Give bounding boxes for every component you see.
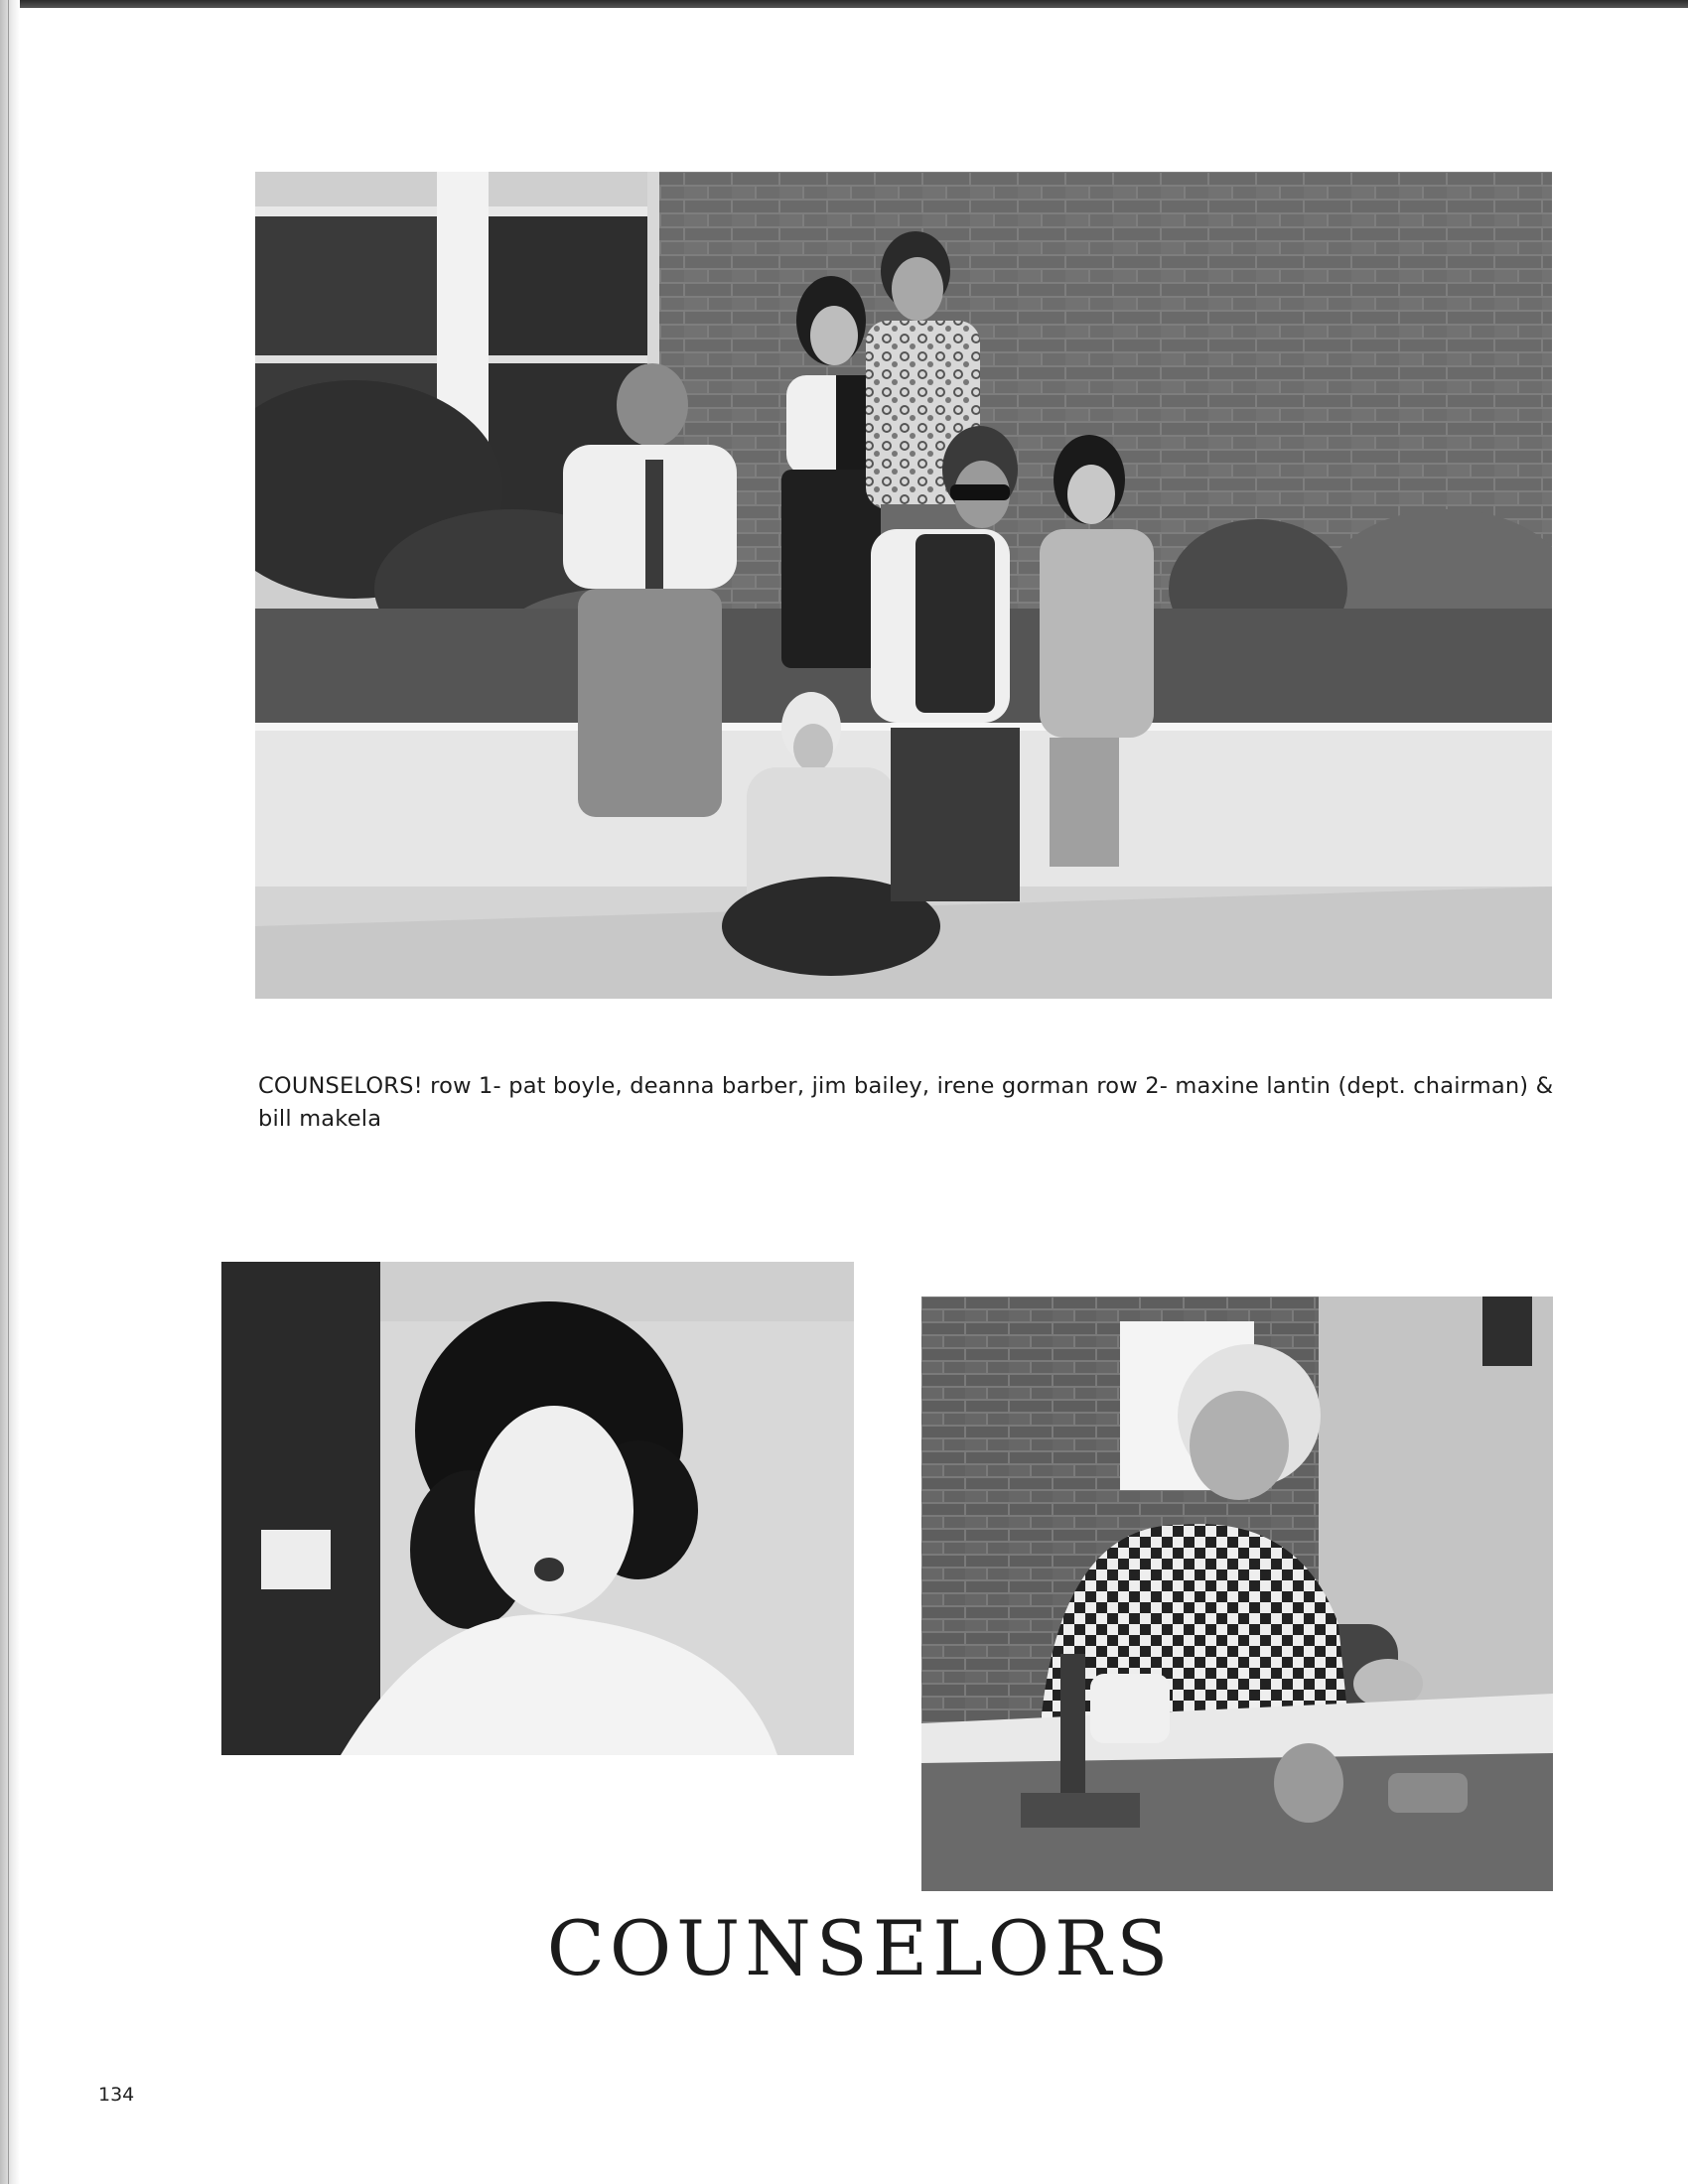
- desk-photo-image: [921, 1297, 1553, 1891]
- page-edge-top: [0, 0, 1688, 8]
- group-photo-image: [255, 172, 1552, 999]
- counselor-portrait-photo: [221, 1262, 854, 1755]
- photo-caption: COUNSELORS! row 1- pat boyle, deanna barber, jim bailey, irene gorman row 2- maxine lantin (dept. chairman) & bill makela: [258, 1073, 1554, 1132]
- portrait-photo-image: [221, 1262, 854, 1755]
- section-title: COUNSELORS: [546, 1904, 1174, 1992]
- page-edge-left: [0, 0, 20, 2184]
- page-number: 134: [98, 2084, 135, 2106]
- counselors-group-photo: [255, 172, 1552, 999]
- counselor-at-desk-photo: [921, 1297, 1553, 1891]
